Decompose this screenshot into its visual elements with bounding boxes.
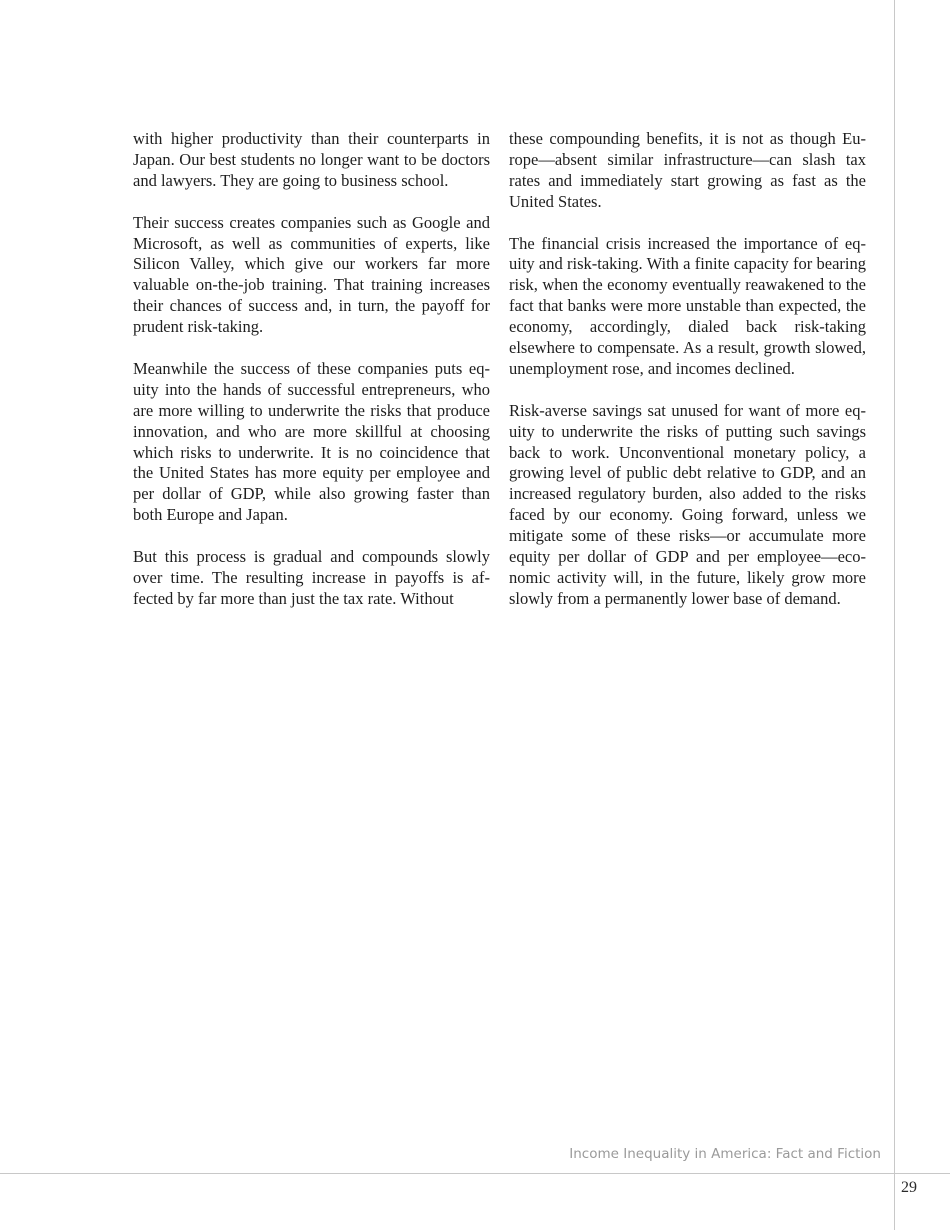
- text-column-right: [509, 129, 866, 631]
- margin-rule-vertical: [894, 0, 895, 1230]
- paragraph: The financial crisis increased the importance of equity and risk-taking. With a finite capacity for bearing risk, when the economy eventually reawakened to the fact that banks were more unstable than expected, the economy, accordingly, dialed back risk-taking elsewhere to compensate. As a result, growth slowed, unemployment rose, and incomes declined.: [509, 233, 866, 378]
- page-number: 29: [901, 1179, 917, 1196]
- text-column-left: [133, 129, 490, 631]
- footer-rule-horizontal: [0, 1173, 950, 1174]
- paragraph: with higher productivity than their counterparts in Japan. Our best students no longer want to be doctors and lawyers. They are going to business school.: [133, 129, 490, 190]
- paragraph: Risk-averse savings sat unused for want of more equity to underwrite the risks of putting such savings back to work. Unconventional monetary policy, a growing level of public debt relative to GDP, and an increased regulatory burden, also added to the risks faced by our economy. Going forward, unless we mitigate some of these risks—or accumulate more equity per dollar of GDP and per employee—economic activity will, in the future, likely grow more slowly from a permanently lower base of demand.: [509, 400, 866, 608]
- paragraph: Their success creates companies such as Google and Microsoft, as well as communities of experts, like Silicon Valley, which give our workers far more valuable on-the-job training. That training increases their chances of success and, in turn, the payoff for prudent risk-taking.: [133, 212, 490, 337]
- running-footer-title: Income Inequality in America: Fact and Fiction: [569, 1146, 881, 1162]
- paragraph: these compounding benefits, it is not as though Europe—absent similar infrastructure—can slash tax rates and immediately start growing as fast as the United States.: [509, 129, 866, 211]
- paragraph: But this process is gradual and compounds slowly over time. The resulting increase in payoffs is affected by far more than just the tax rate. Without: [133, 547, 490, 608]
- paragraph: Meanwhile the success of these companies puts equity into the hands of successful entrepreneurs, who are more willing to underwrite the risks that produce innovation, and who are more skillful at choosing which risks to underwrite. It is no coincidence that the United States has more equity per employee and per dollar of GDP, while also growing faster than both Europe and Japan.: [133, 358, 490, 525]
